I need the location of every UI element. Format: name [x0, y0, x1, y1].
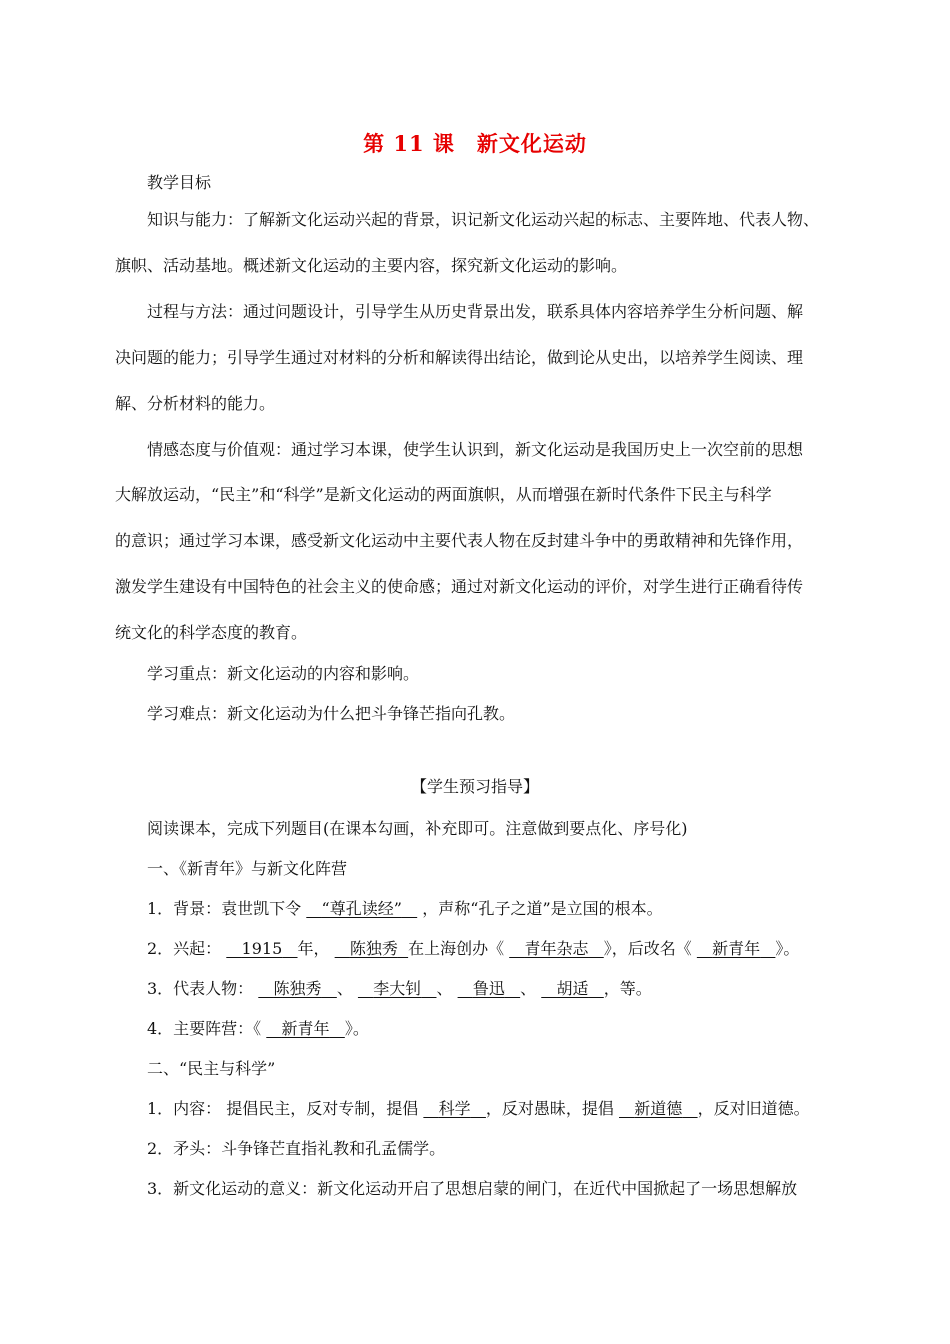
- key-point: 学习重点：新文化运动的内容和影响。: [147, 664, 420, 683]
- question-significance: 3．新文化运动的意义：新文化运动开启了思想启蒙的闸门，在近代中国掀起了一场思想解放: [147, 1179, 798, 1198]
- objective-line: 激发学生建设有中国特色的社会主义的使命感；通过对新文化运动的评价，对学生进行正确看待传: [115, 577, 804, 596]
- q1-answer: “尊孔读经”: [321, 899, 402, 918]
- q3-answer-3: 鲁迅: [472, 979, 505, 998]
- q1-suffix: ，声称“孔子之道”是立国的根本。: [422, 899, 663, 918]
- objectives-heading: 教学目标: [147, 173, 212, 192]
- q4-answer: 新青年: [281, 1019, 330, 1038]
- q5-answer-1: 科学: [438, 1099, 471, 1118]
- guide-heading: 【学生预习指导】: [410, 777, 539, 796]
- q3-answer-1: 陈独秀: [273, 979, 322, 998]
- q3-answer-2: 李大钊: [373, 979, 422, 998]
- question-camp: 4．主要阵营：《 新青年 》。: [147, 1019, 369, 1038]
- q2-year-answer: 1915: [241, 939, 283, 958]
- lesson-title: 第 11 课 新文化运动: [363, 131, 587, 156]
- part2-title: 二、“民主与科学”: [147, 1059, 276, 1078]
- question-target: 2．矛头：斗争锋芒直指礼教和孔孟儒学。: [147, 1139, 446, 1158]
- objective-line: 旗帜、活动基地。概述新文化运动的主要内容，探究新文化运动的影响。: [115, 256, 628, 275]
- objective-line: 情感态度与价值观：通过学习本课，使学生认识到，新文化运动是我国历史上一次空前的思想: [147, 440, 804, 459]
- q5-answer-2: 新道德: [634, 1099, 683, 1118]
- q2-magazine-answer: 青年杂志: [524, 939, 589, 958]
- objective-line: 大解放运动，“民主”和“科学”是新文化运动的两面旗帜，从而增强在新时代条件下民主与科学: [115, 485, 772, 504]
- objective-line: 决问题的能力；引导学生通过对材料的分析和解读得出结论，做到论从史出，以培养学生阅读、理: [115, 348, 804, 367]
- q2-renamed-answer: 新青年: [712, 939, 761, 958]
- question-figures: 3．代表人物： 陈独秀 、 李大钊 、 鲁迅 、 胡适 ，等。: [147, 979, 652, 998]
- objective-line: 解、分析材料的能力。: [115, 394, 276, 413]
- difficulty-point: 学习难点：新文化运动为什么把斗争锋芒指向孔教。: [147, 704, 516, 723]
- question-rise: 2．兴起： 1915 年， 陈独秀 在上海创办《 青年杂志 》，后改名《 新青年 》。: [147, 939, 800, 958]
- question-content: 1．内容： 提倡民主，反对专制，提倡 科学 ，反对愚昧，提倡 新道德 ，反对旧道德。: [147, 1099, 810, 1118]
- objective-line: 统文化的科学态度的教育。: [115, 623, 308, 642]
- objective-line: 知识与能力：了解新文化运动兴起的背景，识记新文化运动兴起的标志、主要阵地、代表人物、: [147, 210, 820, 229]
- q2-person-answer: 陈独秀: [349, 939, 398, 958]
- question-background: [147, 899, 663, 919]
- objective-line: 的意识；通过学习本课，感受新文化运动中主要代表人物在反封建斗争中的勇敢精神和先锋作用，: [115, 531, 804, 550]
- objective-line: 过程与方法：通过问题设计，引导学生从历史背景出发，联系具体内容培养学生分析问题、解: [147, 302, 804, 321]
- guide-intro: 阅读课本，完成下列题目(在课本勾画，补充即可。注意做到要点化、序号化): [147, 819, 688, 838]
- q1-prefix: 1．背景：袁世凯下令: [147, 899, 302, 918]
- part1-title: 一、《新青年》与新文化阵营: [147, 859, 348, 878]
- q3-answer-4: 胡适: [556, 979, 589, 998]
